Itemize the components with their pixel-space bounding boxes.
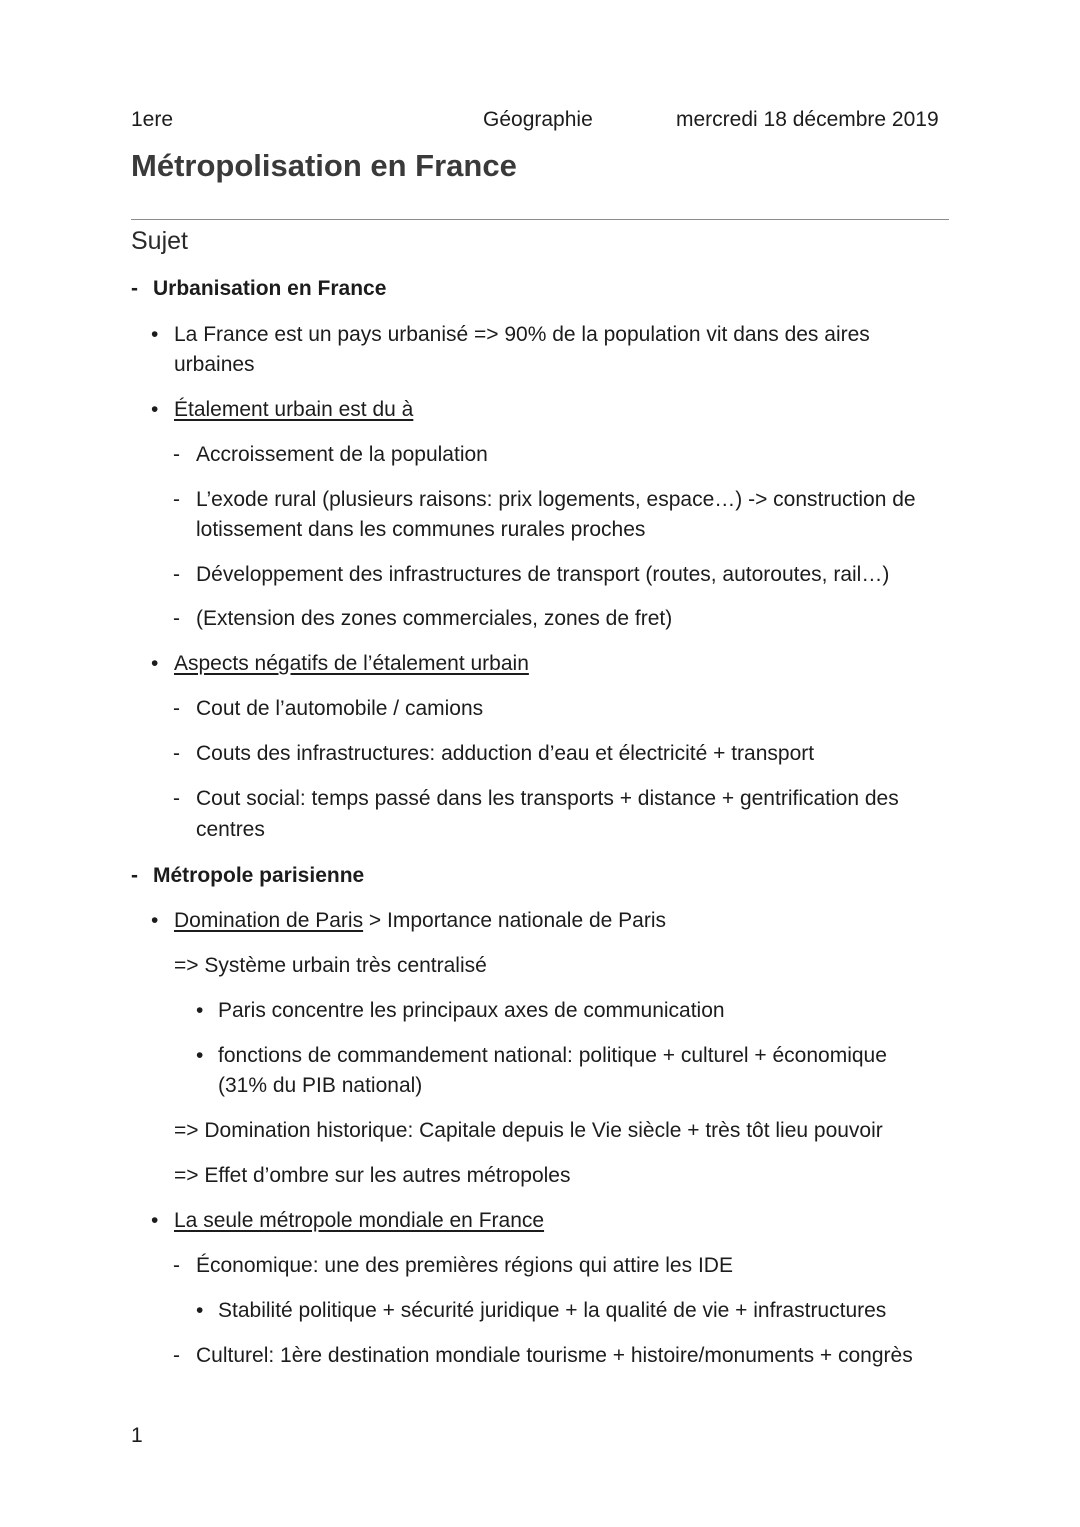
bullet-marker: •: [196, 999, 204, 1022]
nested-bullet-text: (31% du PIB national): [218, 1074, 423, 1097]
sub-list-text: (Extension des zones commerciales, zones de fret): [196, 607, 673, 630]
title-divider: [131, 219, 949, 220]
dash-marker: -: [173, 697, 180, 720]
list-item-text: [174, 906, 666, 936]
list-item-rest: > Importance nationale de Paris: [363, 909, 667, 932]
bullet-marker: •: [151, 909, 159, 932]
subheading-underlined: La seule métropole mondiale en France: [174, 1209, 545, 1232]
sub-list-text: centres: [196, 818, 265, 841]
list-item-text: La France est un pays urbanisé => 90% de la population vit dans des aires: [174, 323, 870, 346]
bullet-marker: •: [151, 323, 159, 346]
arrow-text: => Système urbain très centralisé: [174, 954, 487, 977]
sub-list-text: Culturel: 1ère destination mondiale tourisme + histoire/monuments + congrès: [196, 1344, 913, 1367]
sub-list-text: Économique: une des premières régions qui attire les IDE: [196, 1254, 733, 1277]
bullet-marker: •: [196, 1299, 204, 1322]
sub-list-text: Accroissement de la population: [196, 443, 488, 466]
page-number: 1: [131, 1424, 143, 1447]
dash-marker: -: [173, 742, 180, 765]
bullet-marker: •: [151, 1209, 159, 1232]
header-class-level: 1ere: [131, 108, 174, 131]
sub-list-text: Couts des infrastructures: adduction d’eau et électricité + transport: [196, 742, 815, 765]
sub-list-text: Développement des infrastructures de transport (routes, autoroutes, rail…): [196, 563, 890, 586]
sub-list-text: lotissement dans les communes rurales proches: [196, 518, 646, 541]
dash-marker: -: [173, 563, 180, 586]
dash-marker: -: [131, 277, 138, 300]
dash-marker: -: [173, 443, 180, 466]
dash-marker: -: [131, 864, 138, 887]
dash-marker: -: [173, 488, 180, 511]
nested-bullet-text: fonctions de commandement national: politique + culturel + économique: [218, 1044, 887, 1067]
sub-list-text: Cout de l’automobile / camions: [196, 697, 484, 720]
bullet-marker: •: [196, 1044, 204, 1067]
dash-marker: -: [173, 1254, 180, 1277]
header-subject: Géographie: [483, 108, 593, 131]
header-date: mercredi 18 décembre 2019: [676, 108, 939, 131]
list-item-text: urbaines: [174, 353, 255, 376]
nested-bullet-text: Stabilité politique + sécurité juridique + la qualité de vie + infrastructures: [218, 1299, 887, 1322]
section-title: Métropole parisienne: [153, 864, 365, 887]
subheading-underlined: Aspects négatifs de l’étalement urbain: [174, 652, 529, 675]
arrow-text: => Effet d’ombre sur les autres métropoles: [174, 1164, 571, 1187]
nested-bullet-text: Paris concentre les principaux axes de communication: [218, 999, 725, 1022]
sub-list-text: L’exode rural (plusieurs raisons: prix logements, espace…) -> construction de: [196, 488, 916, 511]
dash-marker: -: [173, 787, 180, 810]
sub-list-text: Cout social: temps passé dans les transports + distance + gentrification des: [196, 787, 899, 810]
section-heading: Sujet: [131, 227, 188, 255]
page-title: Métropolisation en France: [131, 148, 517, 183]
arrow-text: => Domination historique: Capitale depuis le Vie siècle + très tôt lieu pouvoir: [174, 1119, 883, 1142]
subheading-underlined: Domination de Paris: [174, 909, 364, 932]
dash-marker: -: [173, 607, 180, 630]
section-title: Urbanisation en France: [153, 277, 387, 300]
subheading-underlined: Étalement urbain est du à: [174, 398, 414, 421]
bullet-marker: •: [151, 398, 159, 421]
dash-marker: -: [173, 1344, 180, 1367]
bullet-marker: •: [151, 652, 159, 675]
